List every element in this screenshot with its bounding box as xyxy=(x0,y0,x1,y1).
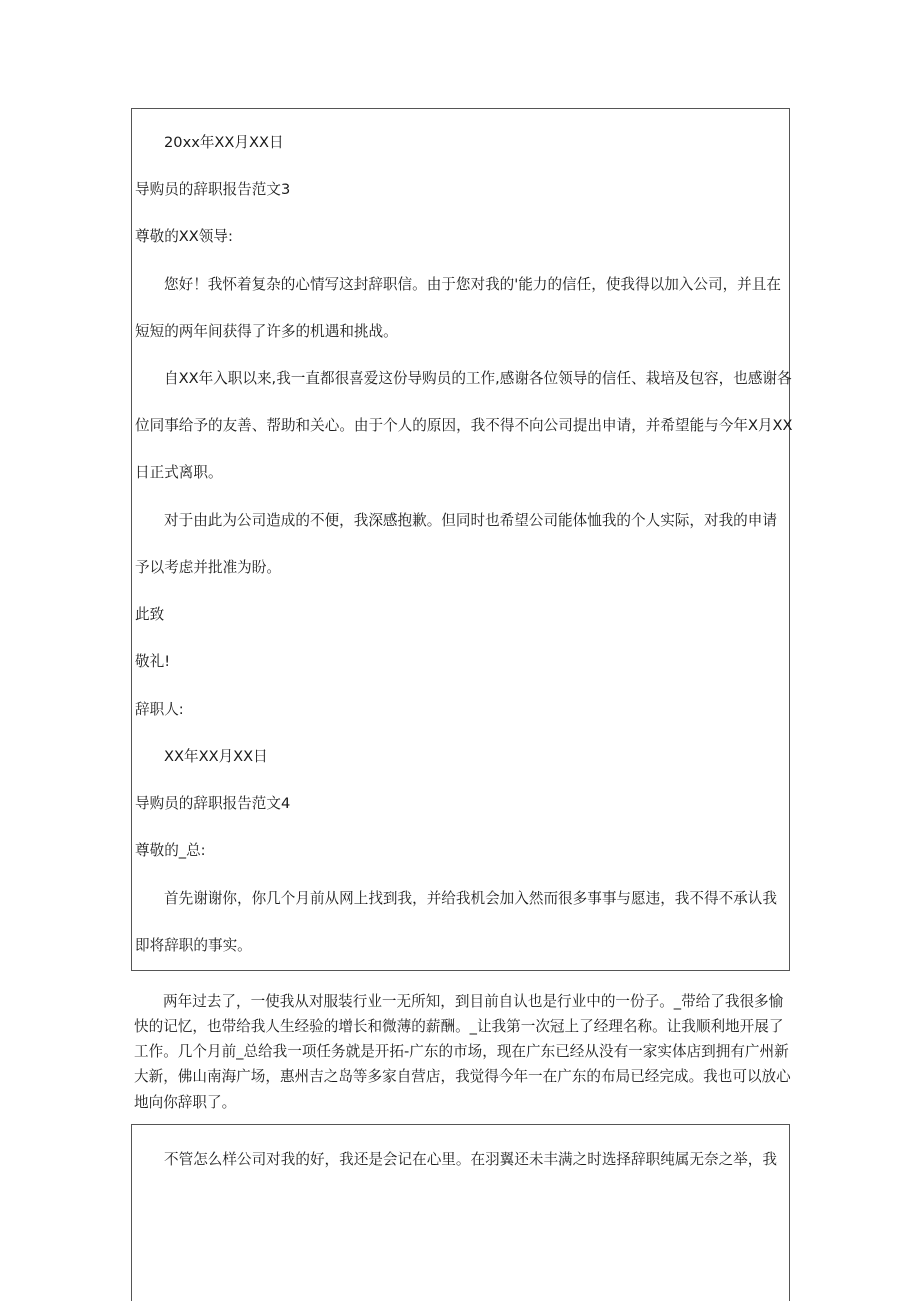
letter-box-bottom xyxy=(131,1124,790,1301)
paragraph-line: 大新，佛山南海广场，惠州吉之岛等多家自营店，我觉得今年一在广东的布局已经完成。我也可以放心 xyxy=(134,1068,791,1085)
date-line: 20xx年XX月XX日 xyxy=(164,134,284,151)
paragraph-line: 即将辞职的事实。 xyxy=(135,937,252,954)
signature-label: 辞职人: xyxy=(135,701,184,718)
paragraph-line: 地向你辞职了。 xyxy=(134,1094,237,1111)
paragraph-line: 快的记忆，也带给我人生经验的增长和微薄的薪酬。_让我第一次冠上了经理名称。让我顺利地开展了 xyxy=(134,1018,784,1035)
paragraph-line: 不管怎么样公司对我的好，我还是会记在心里。在羽翼还未丰满之时选择辞职纯属无奈之举，我 xyxy=(164,1151,777,1168)
letter-box-top xyxy=(131,108,793,971)
paragraph-line: 短短的两年间获得了许多的机遇和挑战。 xyxy=(135,323,398,340)
paragraph-line: 两年过去了，一使我从对服装行业一无所知，到目前自认也是行业中的一份子。_带给了我很多愉 xyxy=(163,993,784,1010)
paragraph-line: 日正式离职。 xyxy=(135,464,223,481)
paragraph-line: 您好！我怀着复杂的心情写这封辞职信。由于您对我的'能力的信任，使我得以加入公司，并且在 xyxy=(164,276,781,293)
closing-line: 此致 xyxy=(135,606,165,623)
salutation: 尊敬的_总: xyxy=(135,842,206,859)
closing-line: 敬礼! xyxy=(135,653,171,670)
salutation: 尊敬的XX领导: xyxy=(135,228,233,245)
paragraph-line: 首先谢谢你，你几个月前从网上找到我，并给我机会加入然而很多事事与愿违，我不得不承认我 xyxy=(164,890,777,907)
section-title-4: 导购员的辞职报告范文4 xyxy=(135,795,291,812)
paragraph-line: 位同事给予的友善、帮助和关心。由于个人的原因，我不得不向公司提出申请，并希望能与今年X月XX xyxy=(135,417,793,434)
paragraph-line: 予以考虑并批准为盼。 xyxy=(135,559,281,576)
section-title-3: 导购员的辞职报告范文3 xyxy=(135,181,291,198)
date-line: XX年XX月XX日 xyxy=(164,748,268,765)
paragraph-line: 自XX年入职以来,我一直都很喜爱这份导购员的工作,感谢各位领导的信任、栽培及包容，也感谢各 xyxy=(164,370,792,387)
paragraph-line: 对于由此为公司造成的不便，我深感抱歉。但同时也希望公司能体恤我的个人实际，对我的申请 xyxy=(164,512,777,529)
paragraph-line: 工作。几个月前_总给我一项任务就是开拓-广东的市场，现在广东已经从没有一家实体店到拥有广州新 xyxy=(134,1043,789,1060)
